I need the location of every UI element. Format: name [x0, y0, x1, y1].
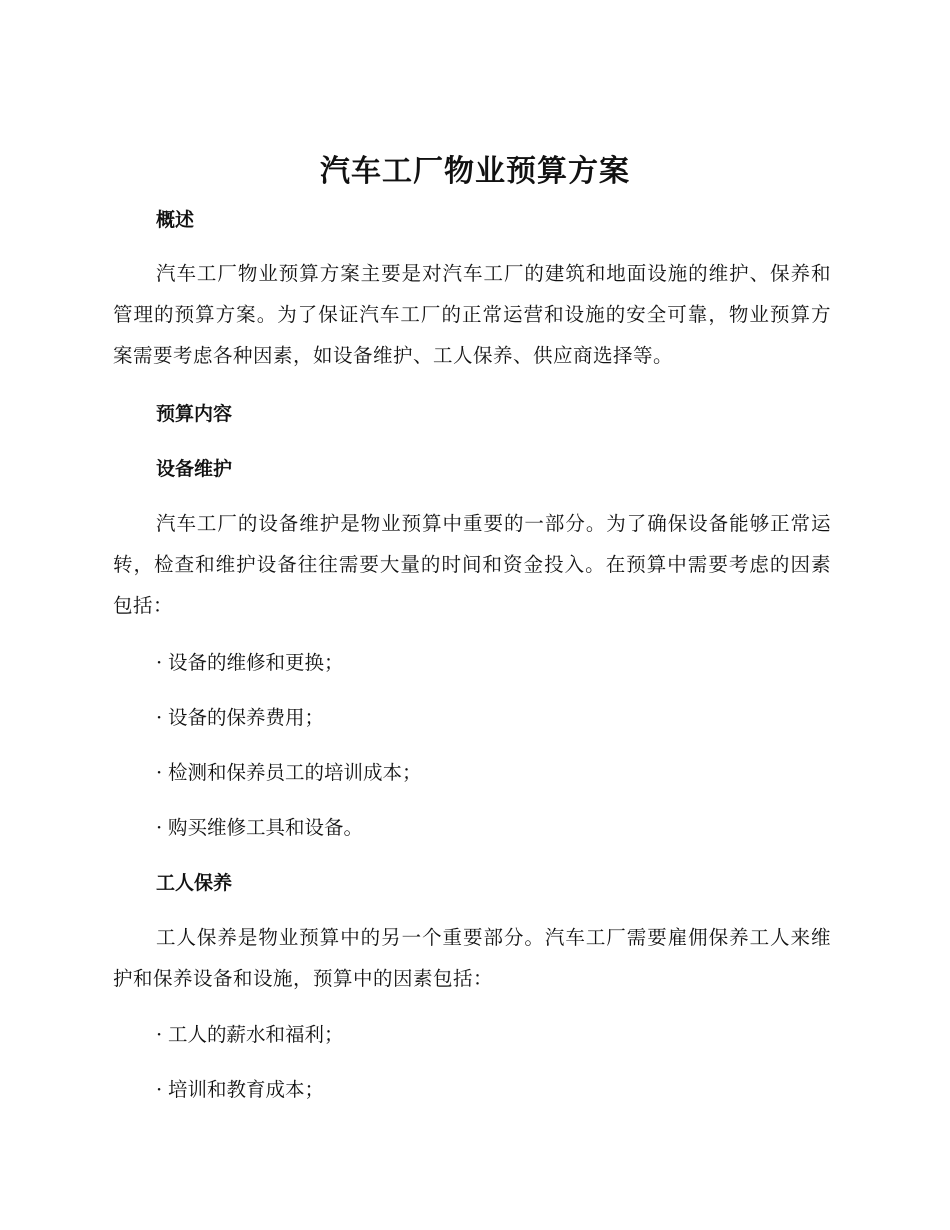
bullet-dot: ·	[156, 1023, 163, 1046]
list-item-text: 设备的维修和更换；	[168, 651, 344, 674]
paragraph-overview: 汽车工厂物业预算方案主要是对汽车工厂的建筑和地面设施的维护、保养和管理的预算方案。为了保证汽车工厂的正常运营和设施的安全可靠，物业预算方案需要考虑各种因素，如设备维护、工人保养、供应商选择等。	[113, 262, 831, 367]
list-item	[156, 759, 422, 787]
list-item	[156, 1021, 344, 1049]
heading-budget-content: 预算内容	[156, 403, 233, 425]
heading-worker-maintenance: 工人保养	[156, 872, 233, 894]
heading-equipment-maintenance: 设备维护	[156, 458, 233, 480]
bullet-dot: ·	[156, 651, 163, 674]
bullet-dot: ·	[156, 816, 163, 839]
bullet-dot: ·	[156, 761, 163, 784]
list-item	[156, 704, 324, 732]
paragraph-worker-maintenance: 工人保养是物业预算中的另一个重要部分。汽车工厂需要雇佣保养工人来维护和保养设备和设施，预算中的因素包括：	[113, 926, 831, 990]
bullet-dot: ·	[156, 706, 163, 729]
heading-overview: 概述	[156, 209, 195, 231]
paragraph-equipment-maintenance: 汽车工厂的设备维护是物业预算中重要的一部分。为了确保设备能够正常运转，检查和维护设备往往需要大量的时间和资金投入。在预算中需要考虑的因素包括：	[113, 512, 831, 617]
list-item-text: 购买维修工具和设备。	[168, 816, 364, 839]
list-item-text: 培训和教育成本；	[168, 1078, 325, 1101]
list-item	[156, 814, 363, 842]
list-item	[156, 649, 344, 677]
list-item-text: 检测和保养员工的培训成本；	[168, 761, 422, 784]
list-item-text: 工人的薪水和福利；	[168, 1023, 344, 1046]
list-item	[156, 1076, 324, 1104]
document-title: 汽车工厂物业预算方案	[320, 154, 630, 189]
list-item-text: 设备的保养费用；	[168, 706, 325, 729]
bullet-dot: ·	[156, 1078, 163, 1101]
